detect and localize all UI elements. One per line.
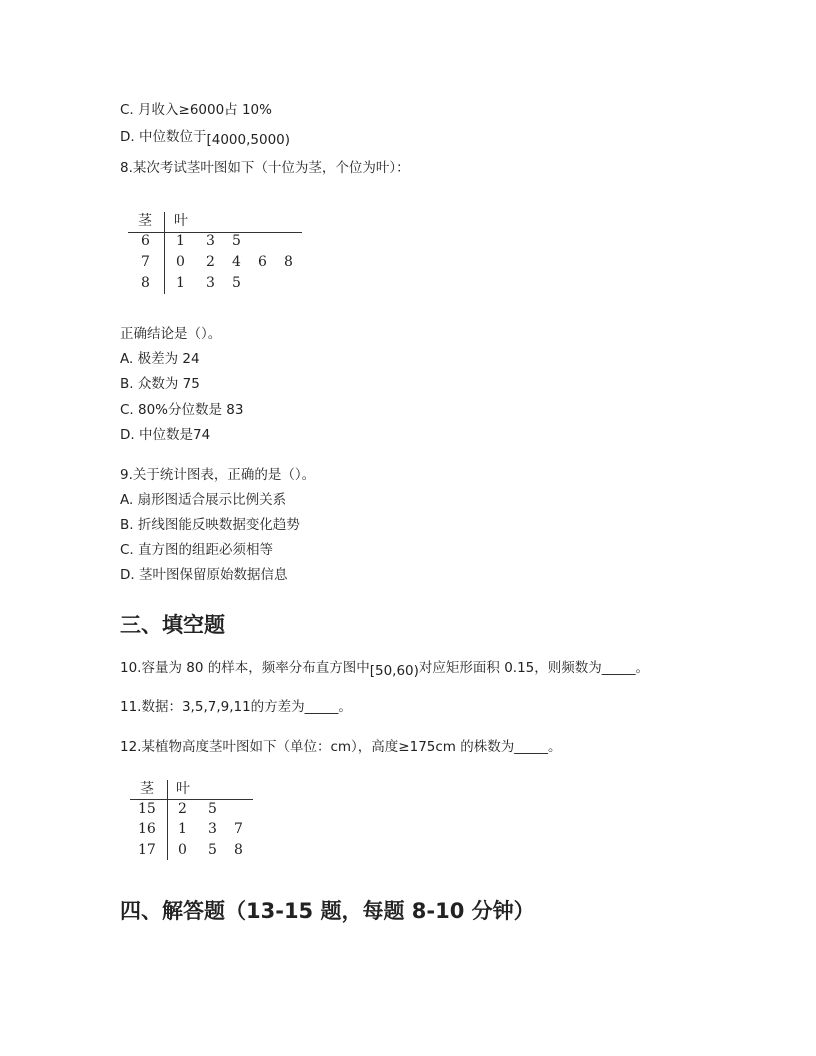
q8-stem-divider [164, 212, 165, 294]
q8-row-leaf: 8 [284, 254, 293, 270]
q9-option-d: D. 茎叶图保留原始数据信息 [120, 567, 288, 583]
q9-option-c: C. 直方图的组距必须相等 [120, 542, 274, 558]
q10-interval: [50,60) [369, 663, 419, 679]
q7-option-c: C. 月收入≥6000占 10% [120, 102, 272, 118]
q12-row-leaf: 3 [208, 821, 217, 837]
q8-row-leaf: 5 [232, 275, 241, 291]
q12-row-leaf: 2 [178, 801, 187, 817]
q8-option-b: B. 众数为 75 [120, 376, 200, 392]
q12-row-stem: 17 [138, 842, 156, 858]
q12-row-stem: 16 [138, 821, 156, 837]
q12-stem-leaf-table [130, 778, 260, 862]
q8-row-leaf: 1 [176, 275, 185, 291]
q12-row-leaf: 5 [208, 801, 217, 817]
q12-header-stem: 茎 [140, 781, 154, 797]
q8-header-rule [128, 232, 302, 233]
q8-row-leaf: 6 [258, 254, 267, 270]
q12-stem-divider [167, 780, 168, 860]
q8-row-leaf: 5 [232, 233, 241, 249]
q12-header-leaf: 叶 [176, 781, 190, 797]
q11-text: 11.数据：3,5,7,9,11的方差为_____。 [120, 699, 352, 715]
q10-text [120, 659, 649, 677]
q8-option-c: C. 80%分位数是 83 [120, 402, 244, 418]
q7-option-d [120, 128, 290, 146]
q10-suffix: 对应矩形面积 0.15，则频数为_____。 [418, 660, 650, 676]
q8-row-leaf: 4 [232, 254, 241, 270]
q12-row-leaf: 8 [234, 842, 243, 858]
q8-row-stem: 8 [141, 275, 150, 291]
q12-stem: 12.某植物高度茎叶图如下（单位：cm），高度≥175cm 的株数为_____。 [120, 739, 562, 755]
q7-option-d-interval: [4000,5000) [206, 132, 291, 148]
q8-header-stem: 茎 [138, 213, 152, 229]
section-4-heading: 四、解答题（13-15 题，每题 8-10 分钟） [120, 899, 535, 923]
q9-option-b: B. 折线图能反映数据变化趋势 [120, 517, 300, 533]
q9-option-a: A. 扇形图适合展示比例关系 [120, 492, 287, 508]
q12-row-leaf: 7 [234, 821, 243, 837]
q8-stem-leaf-table [128, 210, 308, 300]
q8-row-leaf: 0 [176, 254, 185, 270]
q7-option-d-prefix: D. 中位数位于 [120, 129, 207, 145]
q8-row-leaf: 2 [206, 254, 215, 270]
section-3-heading: 三、填空题 [120, 613, 225, 637]
q8-row-leaf: 3 [206, 233, 215, 249]
q8-option-d: D. 中位数是74 [120, 427, 211, 443]
q12-row-stem: 15 [138, 801, 156, 817]
q12-row-leaf: 0 [178, 842, 187, 858]
q8-row-leaf: 3 [206, 275, 215, 291]
q8-stem: 8.某次考试茎叶图如下（十位为茎，个位为叶）： [120, 160, 410, 176]
q8-row-stem: 7 [141, 254, 150, 270]
q10-prefix: 10.容量为 80 的样本，频率分布直方图中 [120, 660, 370, 676]
q8-option-a: A. 极差为 24 [120, 351, 200, 367]
q8-header-leaf: 叶 [174, 213, 188, 229]
q8-row-stem: 6 [141, 233, 150, 249]
q8-row-leaf: 1 [176, 233, 185, 249]
q8-prompt: 正确结论是（）。 [120, 326, 222, 342]
q12-row-leaf: 1 [178, 821, 187, 837]
q9-stem: 9.关于统计图表，正确的是（）。 [120, 467, 316, 483]
q12-row-leaf: 5 [208, 842, 217, 858]
q12-header-rule [130, 799, 253, 800]
